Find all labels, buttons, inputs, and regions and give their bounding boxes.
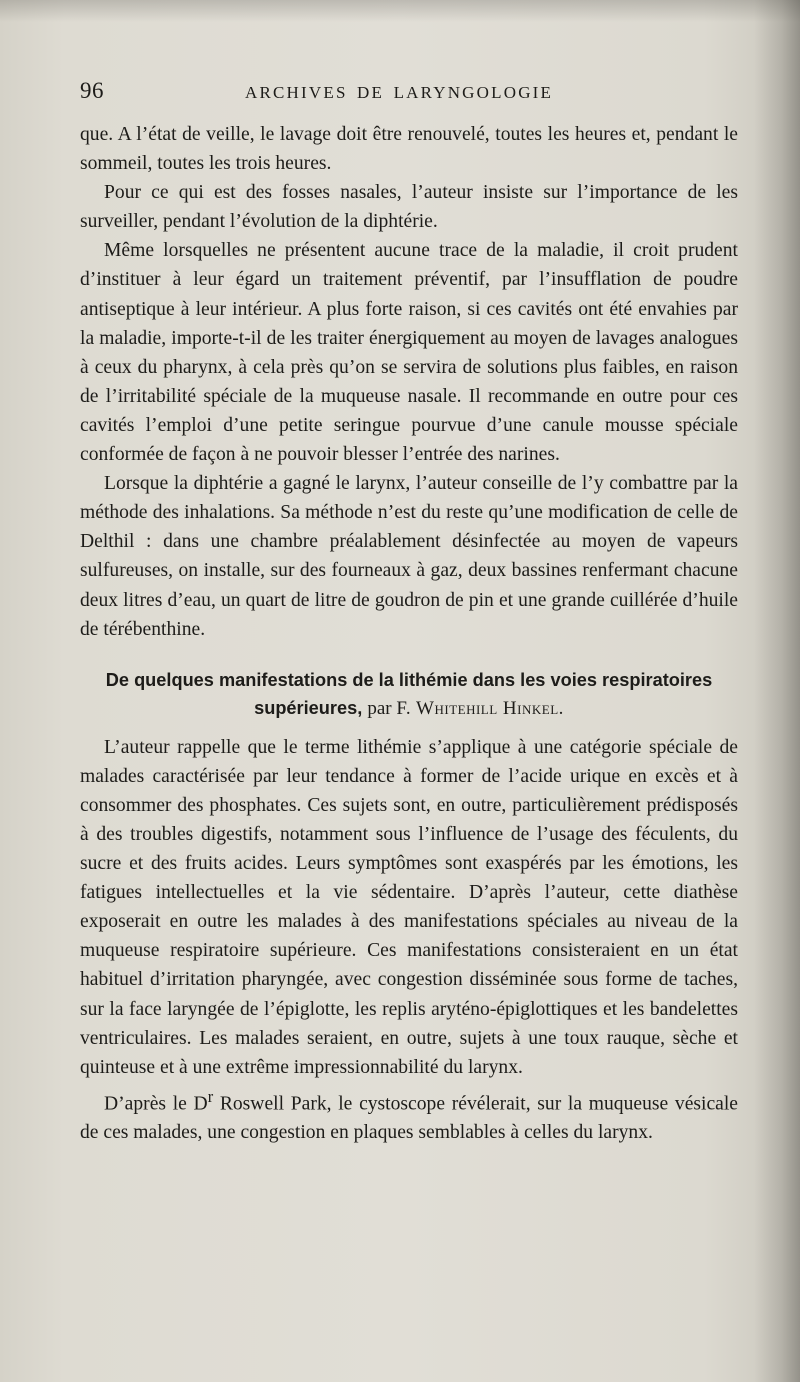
- journal-title: ARCHIVES DE LARYNGOLOGIE: [245, 83, 554, 102]
- paragraph-cystoscope: [80, 1082, 738, 1148]
- paragraph-continuation: que. A l’état de veille, le lavage doit être renouvelé, toutes les heures et, pendant le sommeil, toutes les trois heures.: [80, 124, 738, 175]
- paragraph-lithemia: L’auteur rappelle que le terme lithémie s’applique à une catégorie spéciale de malades caractérisée par leur tendance à former de l’acide urique en excès et à consommer des phosphates. Ces sujets sont, en outre, particulièrement prédisposés à des troubles digestifs, notamment sous l’influence de l’usage des féculents, du sucre et des fruits acides. Leurs symptômes sont exaspérés par les émotions, les fatigues intellectuelles et la vie sédentaire. D’après l’auteur, cette diathèse exposerait en outre les malades à des manifestations spéciales au niveau de la muqueuse respiratoire supérieure. Ces manifestations consisteraient en un état habituel d’irritation pharyngée, avec congestion disséminée sous forme de taches, sur la face laryngée de l’épiglotte, les replis aryténo-épiglottiques et les bandelettes ventriculaires. Les malades seraient, en outre, sujets à une toux rauque, sèche et quinteuse et à une extrême impressionnabilité du larynx.: [80, 736, 738, 1078]
- article-heading: [80, 666, 738, 723]
- paragraph-larynx-inhalations: Lorsque la diphtérie a gagné le larynx, l’auteur conseille de l’y combattre par la méthode des inhalations. Sa méthode n’est du reste qu’une modification de celle de Delthil : dans une chambre préalablement désinfectée au moyen de vapeurs sulfureuses, on installe, sur des fourneaux à gaz, deux bassines renfermant chacune deux litres d’eau, un quart de litre de goudron de pin et une grande cuillérée d’huile de térébenthine.: [80, 473, 738, 640]
- running-head: [80, 78, 740, 110]
- byline-par: par: [367, 697, 392, 719]
- scan-top-shadow: [0, 0, 800, 22]
- body-text: [80, 120, 738, 1148]
- paragraph-cystoscope-rest: Roswell Park, le cystoscope révélerait, sur la muqueuse vésicale de ces malades, une congestion en plaques semblables à celles du larynx.: [80, 1093, 738, 1144]
- doctor-abbrev-superscript: r: [207, 1086, 214, 1106]
- page-number: 96: [80, 78, 104, 103]
- article-title: De quelques manifestations de la lithémie dans les voies respiratoires supérieures,: [105, 669, 713, 718]
- paragraph-nasal-fossae: Pour ce qui est des fosses nasales, l’auteur insiste sur l’importance de les surveiller, pendant l’évolution de la diphtérie.: [80, 182, 738, 233]
- scan-edge-shadow: [754, 0, 800, 1382]
- article-author: F. Whitehill Hinkel.: [396, 697, 564, 719]
- paragraph-cystoscope-start: D’après le D: [104, 1093, 208, 1115]
- paragraph-preventive-treatment: Même lorsquelles ne présentent aucune trace de la maladie, il croit prudent d’instituer à leur égard un traitement préventif, par l’insufflation de poudre antiseptique à leur intérieur. A plus forte raison, si ces cavités ont été envahies par la maladie, importe-t-il de les traiter énergiquement au moyen de lavages analogues à ceux du pharynx, à cela près qu’on se servira de solutions plus faibles, en raison de l’irritabilité spéciale de la muqueuse nasale. Il recommande en outre pour ces cavités l’emploi d’une petite seringue pourvue d’une canule mousse spéciale conformée de façon à ne pouvoir blesser l’entrée des narines.: [80, 240, 738, 466]
- article-byline: [367, 698, 564, 719]
